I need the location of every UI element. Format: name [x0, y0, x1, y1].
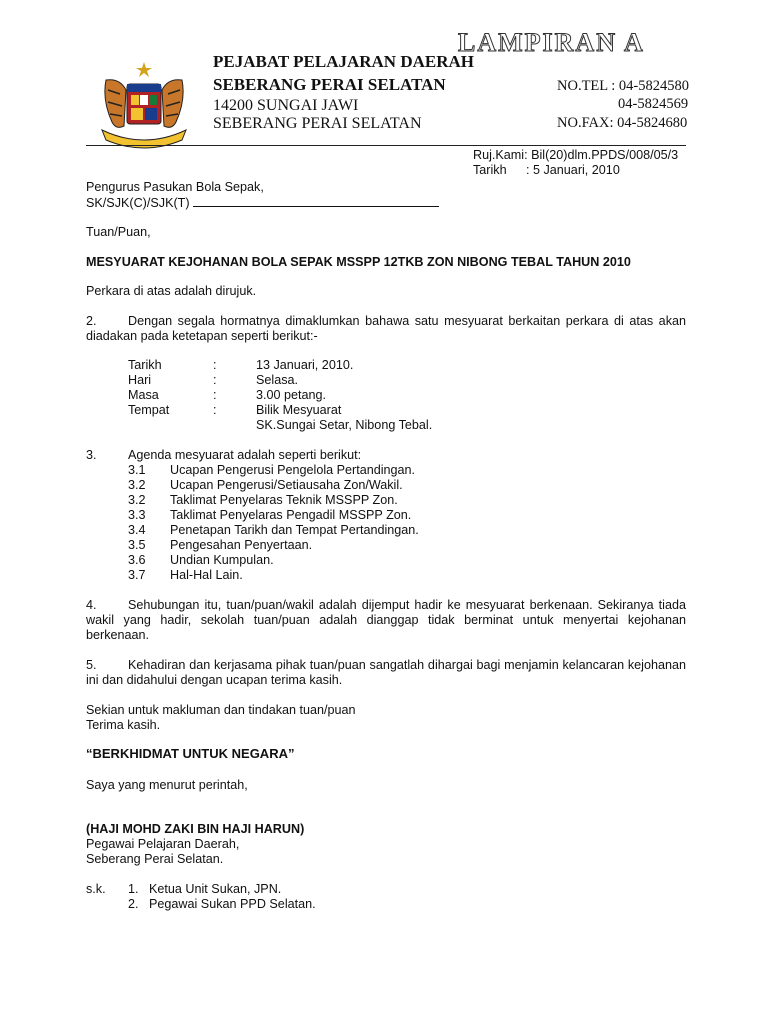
cc-item-text: Ketua Unit Sukan, JPN.: [149, 882, 282, 896]
para5-number: 5.: [86, 658, 97, 672]
cc-item-text: Pegawai Sukan PPD Selatan.: [149, 897, 316, 911]
agenda-item: [128, 493, 398, 508]
recipient-line2: SK/SJK(C)/SJK(T): [86, 195, 439, 211]
agenda-item-text: Taklimat Penyelaras Teknik MSSPP Zon.: [170, 493, 398, 507]
agenda-item: [128, 523, 419, 538]
detail-value: Selasa.: [256, 373, 299, 387]
lampiran-label: LAMPIRAN A: [458, 28, 645, 57]
agenda-item-text: Penetapan Tarikh dan Tempat Pertandingan.: [170, 523, 419, 537]
detail-label: Tempat: [128, 403, 170, 417]
para2-text: Dengan segala hormatnya dimaklumkan bahawa satu mesyuarat berkaitan perkara di atas akan diadakan pada ketetapan seperti berikut:-: [86, 314, 686, 343]
agenda-item-number: 3.3: [128, 508, 146, 522]
para4-number: 4.: [86, 598, 97, 612]
signatory-title2: Seberang Perai Selatan.: [86, 852, 224, 866]
paragraph-reference: Perkara di atas adalah dirujuk.: [86, 284, 257, 298]
detail-value: 3.00 petang.: [256, 388, 327, 402]
detail-value: SK.Sungai Setar, Nibong Tebal.: [256, 418, 433, 432]
para2-number: 2.: [86, 314, 97, 328]
detail-separator: :: [213, 373, 217, 387]
para4-text: Sehubungan itu, tuan/puan/wakil adalah dijemput hadir ke mesyuarat berkenaan. Sekiranya tiada wakil yang hadir, sekolah tuan/puan adalah dianggap tidak berminat untuk menyertai kejohanan berkenaan.: [86, 598, 686, 642]
salutation: Tuan/Puan,: [86, 225, 151, 239]
signatory-title1: Pegawai Pelajaran Daerah,: [86, 837, 240, 851]
agenda-item-text: Taklimat Penyelaras Pengadil MSSPP Zon.: [170, 508, 412, 522]
agenda-item: [128, 508, 412, 523]
detail-separator: :: [213, 358, 217, 372]
cc-item-number: 2.: [128, 897, 139, 911]
closing-line1: Sekian untuk makluman dan tindakan tuan/puan: [86, 703, 356, 717]
subject-title: MESYUARAT KEJOHANAN BOLA SEPAK MSSPP 12TKB ZON NIBONG TEBAL TAHUN 2010: [86, 255, 631, 269]
motto: “BERKHIDMAT UNTUK NEGARA”: [86, 746, 295, 761]
agenda-item-number: 3.1: [128, 463, 146, 477]
letterhead-line4: SEBERANG PERAI SELATAN: [213, 115, 422, 132]
recipient-blank: [193, 195, 439, 207]
para3-text: Agenda mesyuarat adalah seperti berikut:: [128, 448, 362, 462]
agenda-item-number: 3.7: [128, 568, 146, 582]
agenda-item-number: 3.6: [128, 553, 146, 567]
agenda-item-text: Pengesahan Penyertaan.: [170, 538, 313, 552]
agenda-item: [128, 568, 243, 583]
agenda-item: [128, 538, 313, 553]
cc-item-number: 1.: [128, 882, 139, 896]
reference-number: Ruj.Kami: Bil(20)dlm.PPDS/008/05/3: [473, 148, 679, 162]
detail-separator: :: [213, 388, 217, 402]
agenda-item: [128, 478, 403, 493]
agenda-item-number: 3.5: [128, 538, 146, 552]
detail-value: 13 Januari, 2010.: [256, 358, 354, 372]
malaysia-coat-of-arms-icon: [94, 60, 194, 152]
closing-line2: Terima kasih.: [86, 718, 161, 732]
letter-date: : 5 Januari, 2010: [526, 163, 620, 177]
detail-separator: :: [213, 403, 217, 417]
letterhead-line1: PEJABAT PELAJARAN DAERAH: [213, 52, 475, 71]
para5-text: Kehadiran dan kerjasama pihak tuan/puan sangatlah dihargai bagi menjamin kelancaran kejohanan ini dan didahului dengan ucapan terima kasih.: [86, 658, 686, 687]
detail-label: Tarikh: [128, 358, 162, 372]
detail-label: Masa: [128, 388, 159, 402]
phone-number-1: NO.TEL : 04-5824580: [557, 78, 689, 94]
phone-number-2: 04-5824569: [618, 96, 689, 112]
cc-label: s.k.: [86, 882, 106, 896]
letter-date-label: Tarikh: [473, 163, 507, 177]
agenda-item-number: 3.4: [128, 523, 146, 537]
detail-value: Bilik Mesyuarat: [256, 403, 342, 417]
closing-order: Saya yang menurut perintah,: [86, 778, 248, 792]
recipient-line1: Pengurus Pasukan Bola Sepak,: [86, 180, 264, 194]
agenda-item-text: Ucapan Pengerusi/Setiausaha Zon/Wakil.: [170, 478, 403, 492]
agenda-item-text: Hal-Hal Lain.: [170, 568, 243, 582]
agenda-list: [128, 463, 419, 583]
fax-number: NO.FAX: 04-5824680: [557, 115, 688, 131]
agenda-item-number: 3.2: [128, 478, 146, 492]
para3-number: 3.: [86, 448, 97, 462]
letterhead-line3: 14200 SUNGAI JAWI: [213, 97, 359, 114]
agenda-item-text: Undian Kumpulan.: [170, 553, 274, 567]
agenda-item-text: Ucapan Pengerusi Pengelola Pertandingan.: [170, 463, 416, 477]
signatory-name: (HAJI MOHD ZAKI BIN HAJI HARUN): [86, 822, 305, 836]
agenda-item: [128, 463, 416, 478]
letterhead-line2: SEBERANG PERAI SELATAN: [213, 75, 446, 94]
detail-label: Hari: [128, 373, 152, 387]
agenda-item: [128, 553, 274, 568]
header-divider: [86, 145, 686, 146]
agenda-item-number: 3.2: [128, 493, 146, 507]
